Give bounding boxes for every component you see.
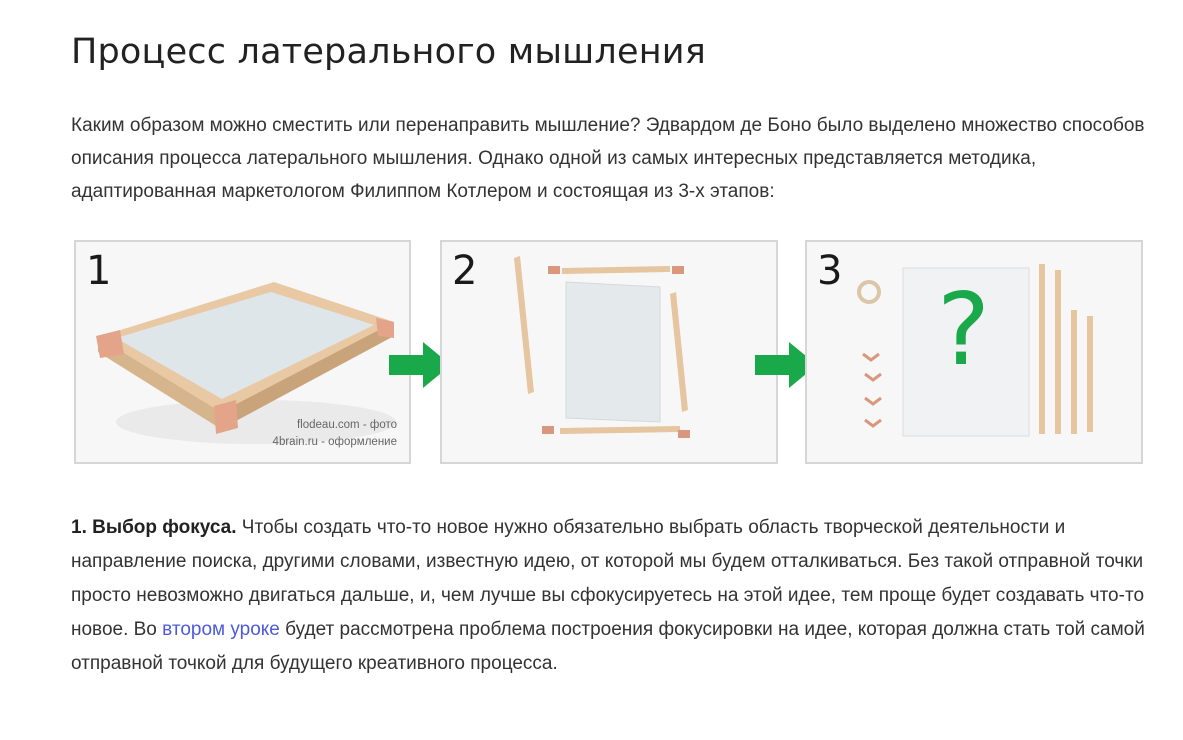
step-1-text-part-1: Чтобы создать что-то новое нужно обязательно выбрать область творческой деятельности и направление поиска, другими словами, известную идею, от которой мы будем отталкиваться. Без такой отправной точки просто невозможно двигаться дальше, и, чем лучше вы сфокусируетесь на этой идее, тем проще будет создавать что-то новое. Во [71,517,1145,640]
intro-paragraph [71,109,1146,208]
step-1-text-part-2: будет рассмотрена проблема построения фокусировки на идее, которая должна стать той самой отправной точкой для будущего креативного процесса. [71,619,1145,674]
image-credit [273,417,397,451]
step-number: 2 [452,248,478,294]
credit-design: 4brain.ru - оформление [272,436,397,448]
lesson-two-link[interactable]: втором уроке [162,619,280,640]
step-1-description [71,511,1151,681]
step-1-paragraph [71,511,1151,681]
intro-text: Каким образом можно сместить или перенаправить мышление? Эдвардом де Боно было выделено множество способов описания процесса латерального мышления. Однако одной из самых интересных представляется методика, адаптированная маркетологом Филиппом Котлером и состоящая из 3-х этапов: [71,115,1145,202]
step-number: 1 [86,248,112,294]
disassembled-frame-image [442,242,776,462]
step-1-heading: 1. Выбор фокуса. [71,517,237,538]
process-illustration [74,240,1144,468]
step-1-panel [74,240,411,464]
page-title: Процесс латерального мышления [71,32,706,72]
step-number: 3 [817,248,843,294]
step-2-panel [440,240,778,464]
step-3-panel [805,240,1143,464]
credit-photo: flodeau.com - фото [296,419,397,431]
question-mark-icon: ? [937,271,991,388]
